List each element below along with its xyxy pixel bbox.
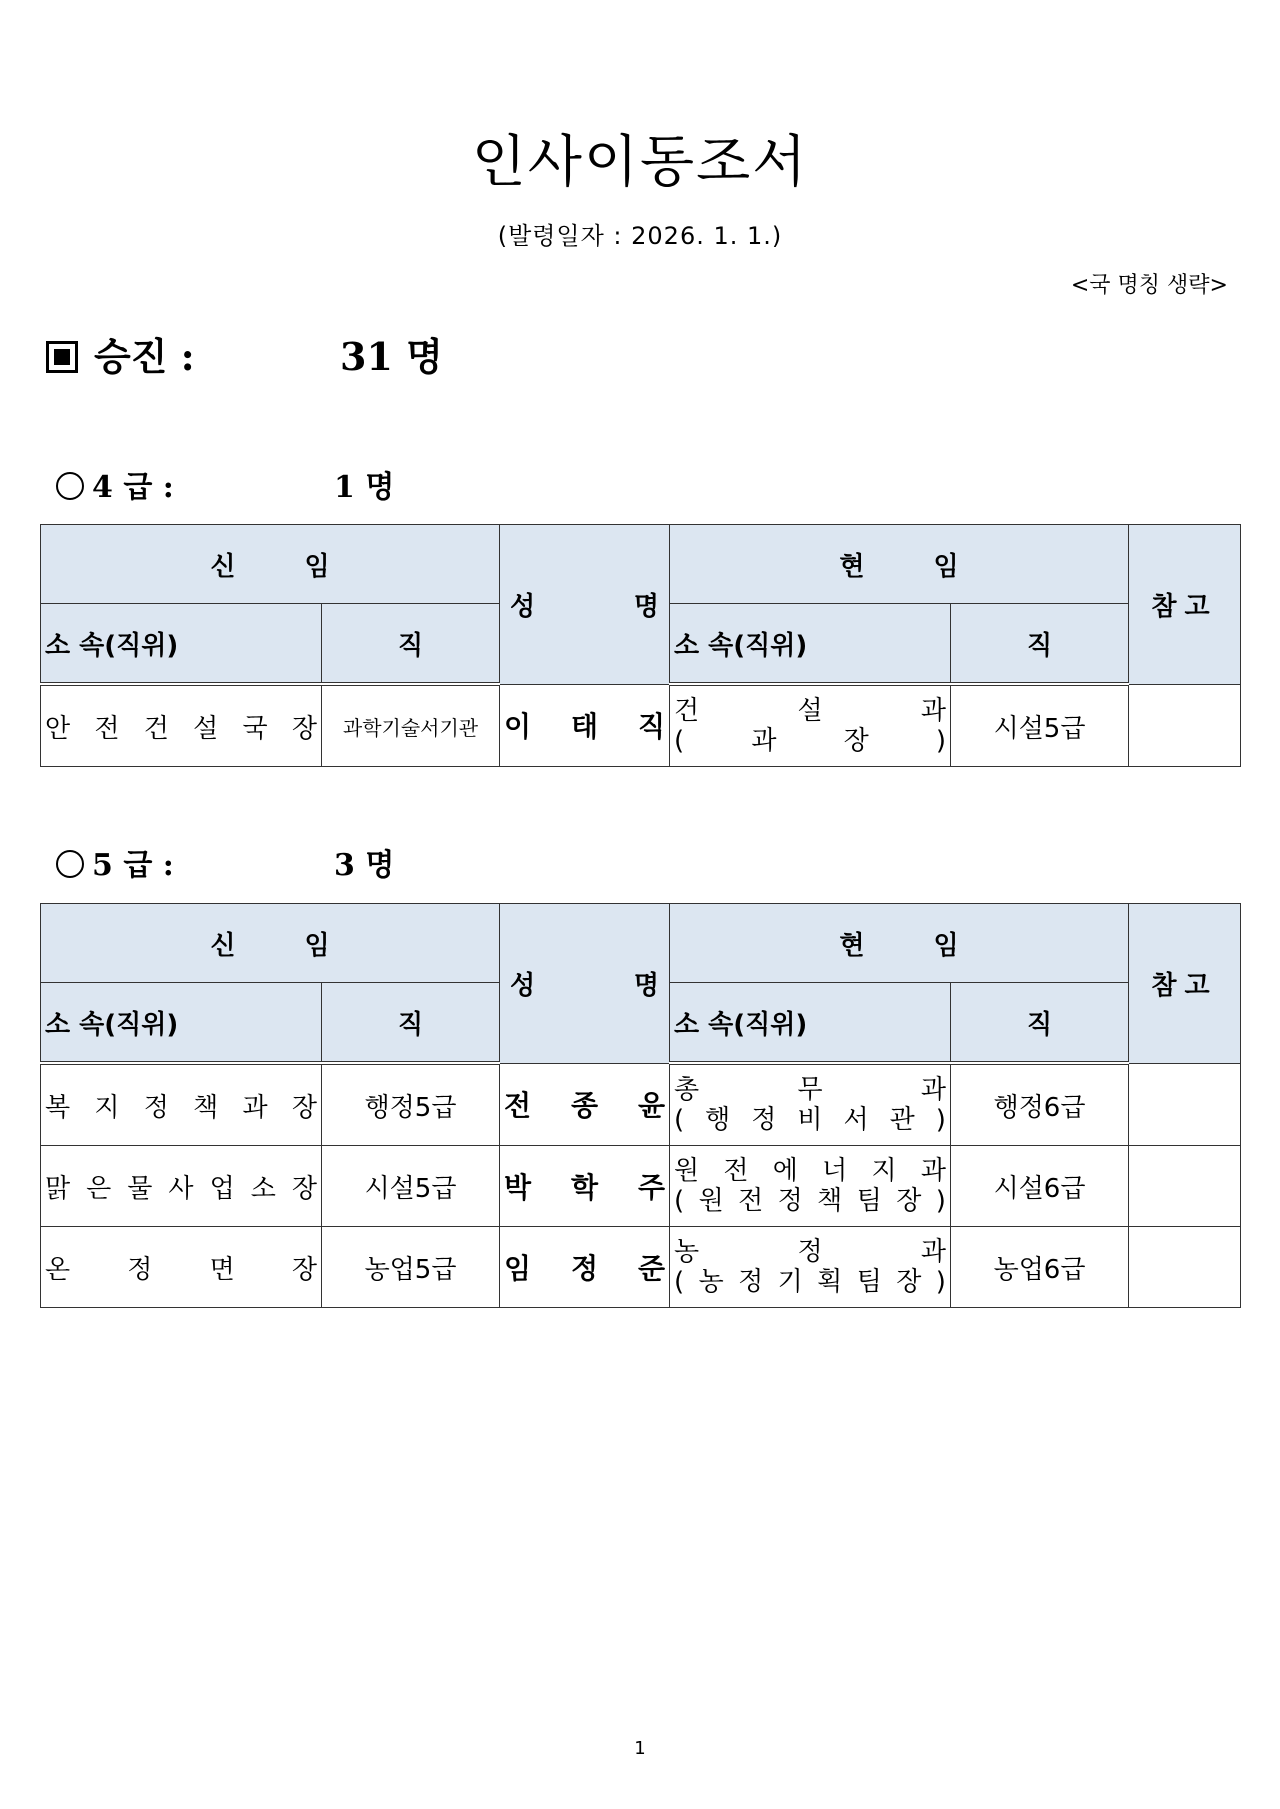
header-cur-dept: 소 속(직위): [670, 983, 951, 1064]
cur-dept: 원 전 에 너 지 과 ( 원 전 정 책 팀 장 ): [670, 1146, 951, 1227]
grade-count: 3 명: [334, 848, 395, 883]
person-name: 전 종 윤: [500, 1063, 670, 1146]
cur-dept: 건 설 과 ( 과 장 ): [670, 684, 951, 767]
table-row: [41, 1063, 1241, 1146]
cur-dept: 총 무 과 ( 행 정 비 서 관 ): [670, 1063, 951, 1146]
person-name: 임 정 준: [500, 1227, 670, 1308]
new-rank: 행정5급: [322, 1063, 500, 1146]
remark: [1129, 1063, 1241, 1146]
remark: [1129, 1227, 1241, 1308]
summary-label: 승진 :: [94, 334, 195, 379]
header-cur-rank: 직: [951, 983, 1129, 1064]
promotion-summary: [46, 326, 443, 381]
filled-square-icon: [46, 341, 78, 373]
header-name: 성 명: [500, 525, 670, 685]
new-rank: 시설5급: [322, 1146, 500, 1227]
grade-count: 1 명: [334, 470, 395, 505]
grade-heading: [56, 840, 395, 884]
new-rank: 농업5급: [322, 1227, 500, 1308]
table-row: [41, 684, 1241, 767]
header-name: 성 명: [500, 904, 670, 1064]
grade-label: 4 급 :: [92, 470, 174, 505]
remark: [1129, 1146, 1241, 1227]
header-current: 현 임: [670, 525, 1129, 604]
new-dept: 안 전 건 설 국 장: [41, 684, 322, 767]
header-row: [41, 525, 1241, 604]
remark: [1129, 684, 1241, 767]
header-cur-rank: 직: [951, 604, 1129, 685]
personnel-table: [40, 524, 1241, 767]
header-new-dept: 소 속(직위): [41, 983, 322, 1064]
header-remark: 참고: [1129, 525, 1241, 685]
header-new: 신 임: [41, 525, 500, 604]
grade-label: 5 급 :: [92, 848, 174, 883]
cur-rank: 시설6급: [951, 1146, 1129, 1227]
new-rank: 과학기술서기관: [322, 684, 500, 767]
table-row: [41, 1146, 1241, 1227]
new-dept: 맑 은 물 사 업 소 장: [41, 1146, 322, 1227]
header-remark: 참고: [1129, 904, 1241, 1064]
personnel-table: [40, 903, 1241, 1308]
issue-date: (발령일자 : 2026. 1. 1.): [497, 222, 783, 250]
table-row: [41, 1227, 1241, 1308]
header-new-dept: 소 속(직위): [41, 604, 322, 685]
circle-icon: [56, 472, 84, 500]
person-name: 박 학 주: [500, 1146, 670, 1227]
document-title: 인사이동조서: [471, 130, 809, 195]
header-new-rank: 직: [322, 604, 500, 685]
omission-note: <국 명칭 생략>: [1070, 273, 1228, 298]
grade-heading: [56, 462, 395, 506]
person-name: 이 태 직: [500, 684, 670, 767]
page-number: 1: [634, 1738, 646, 1759]
new-dept: 온 정 면 장: [41, 1227, 322, 1308]
summary-count: 31 명: [340, 334, 443, 379]
header-cur-dept: 소 속(직위): [670, 604, 951, 685]
cur-dept: 농 정 과 ( 농 정 기 획 팀 장 ): [670, 1227, 951, 1308]
new-dept: 복 지 정 책 과 장: [41, 1063, 322, 1146]
cur-rank: 시설5급: [951, 684, 1129, 767]
cur-rank: 행정6급: [951, 1063, 1129, 1146]
header-current: 현 임: [670, 904, 1129, 983]
circle-icon: [56, 850, 84, 878]
header-new: 신 임: [41, 904, 500, 983]
cur-rank: 농업6급: [951, 1227, 1129, 1308]
header-new-rank: 직: [322, 983, 500, 1064]
header-row: [41, 904, 1241, 983]
